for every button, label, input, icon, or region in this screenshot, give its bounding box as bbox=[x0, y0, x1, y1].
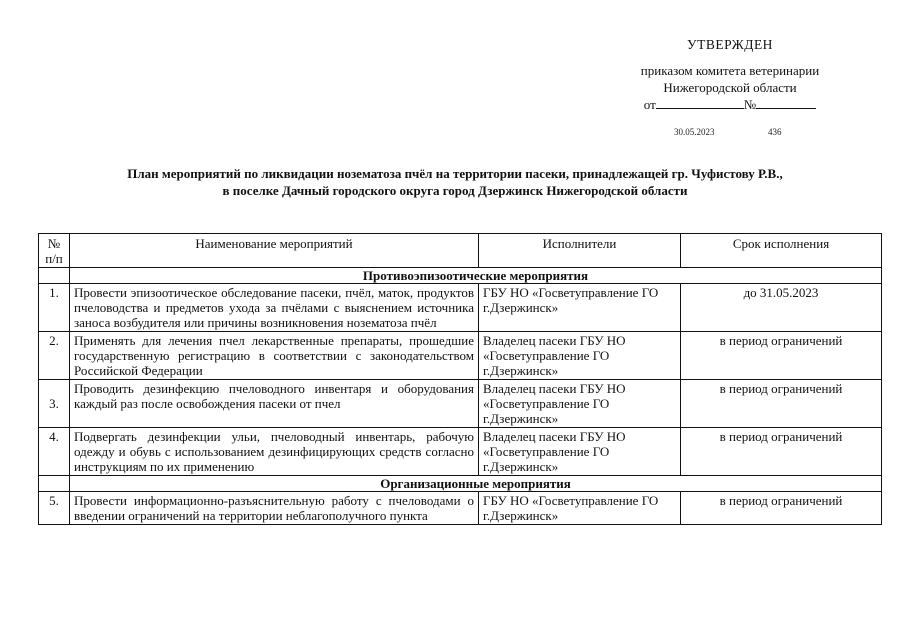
row-name: Подвергать дезинфекции ульи, пчеловодный инвентарь, рабочую одежду и обувь с использованием дезинфицирующих средств согласно инструкциям по их применению bbox=[70, 428, 479, 476]
header-term: Срок исполнения bbox=[681, 234, 882, 268]
header-num: № п/п bbox=[39, 234, 70, 268]
row-term: в период ограничений bbox=[681, 428, 882, 476]
from-label: от bbox=[643, 97, 656, 112]
title-line-1: План мероприятий по ликвидации нозематоза пчёл на территории пасеки, принадлежащей гр. Чуфистову Р.В., bbox=[127, 166, 783, 181]
table-row bbox=[39, 492, 882, 525]
row-num: 5. bbox=[39, 492, 70, 525]
number-blank bbox=[756, 96, 816, 109]
row-executor: Владелец пасеки ГБУ НО «Госветуправление ГО г.Дзержинск» bbox=[479, 332, 681, 380]
date-blank bbox=[656, 96, 744, 109]
section-row bbox=[39, 268, 882, 284]
header-name: Наименование мероприятий bbox=[70, 234, 479, 268]
signed-date: 30.05.2023 bbox=[674, 127, 715, 137]
row-term: до 31.05.2023 bbox=[681, 284, 882, 332]
row-num: 1. bbox=[39, 284, 70, 332]
number-label: № bbox=[743, 97, 757, 112]
row-term: в период ограничений bbox=[681, 332, 882, 380]
row-num: 3. bbox=[39, 380, 70, 428]
signed-number: 436 bbox=[768, 127, 782, 137]
row-num: 2. bbox=[39, 332, 70, 380]
approval-stamp bbox=[600, 36, 860, 113]
row-name: Проводить дезинфекцию пчеловодного инвентаря и оборудования каждый раз после освобождения пасеки от пчел bbox=[70, 380, 479, 428]
row-name: Применять для лечения пчел лекарственные препараты, прошедшие государственную регистрацию в соответствии с законодательством Российской Федерации bbox=[70, 332, 479, 380]
row-name: Провести эпизоотическое обследование пасеки, пчёл, маток, продуктов пчеловодства и предметов ухода за пчёлами с выяснением источника заноса возбудителя или причины возникновения нозематоза пчёл bbox=[70, 284, 479, 332]
row-executor: ГБУ НО «Госветуправление ГО г.Дзержинск» bbox=[479, 492, 681, 525]
title-line-2: в поселке Дачный городского округа город Дзержинск Нижегородской области bbox=[222, 183, 688, 198]
section-title: Организационные мероприятия bbox=[70, 476, 882, 492]
row-executor: Владелец пасеки ГБУ НО «Госветуправление ГО г.Дзержинск» bbox=[479, 380, 681, 428]
row-num: 4. bbox=[39, 428, 70, 476]
row-term: в период ограничений bbox=[681, 380, 882, 428]
document-title bbox=[40, 165, 870, 199]
table-row bbox=[39, 332, 882, 380]
table-row bbox=[39, 284, 882, 332]
row-executor: Владелец пасеки ГБУ НО «Госветуправление ГО г.Дзержинск» bbox=[479, 428, 681, 476]
section-title: Противоэпизоотические мероприятия bbox=[70, 268, 882, 284]
table-row bbox=[39, 428, 882, 476]
header-executor: Исполнители bbox=[479, 234, 681, 268]
approval-order-line: приказом комитета ветеринарии bbox=[640, 63, 820, 78]
table-row bbox=[39, 380, 882, 428]
row-name: Провести информационно-разъяснительную работу с пчеловодами о введении ограничений на территории неблагополучного пункта bbox=[70, 492, 479, 525]
section-row bbox=[39, 476, 882, 492]
approval-heading: УТВЕРЖДЕН bbox=[687, 37, 773, 52]
approval-date-number-line bbox=[600, 96, 860, 113]
row-term: в период ограничений bbox=[681, 492, 882, 525]
section-empty-cell bbox=[39, 476, 70, 492]
table-header-row bbox=[39, 234, 882, 268]
section-empty-cell bbox=[39, 268, 70, 284]
approval-region-line: Нижегородской области bbox=[663, 80, 797, 95]
row-executor: ГБУ НО «Госветуправление ГО г.Дзержинск» bbox=[479, 284, 681, 332]
measures-table bbox=[38, 233, 882, 525]
